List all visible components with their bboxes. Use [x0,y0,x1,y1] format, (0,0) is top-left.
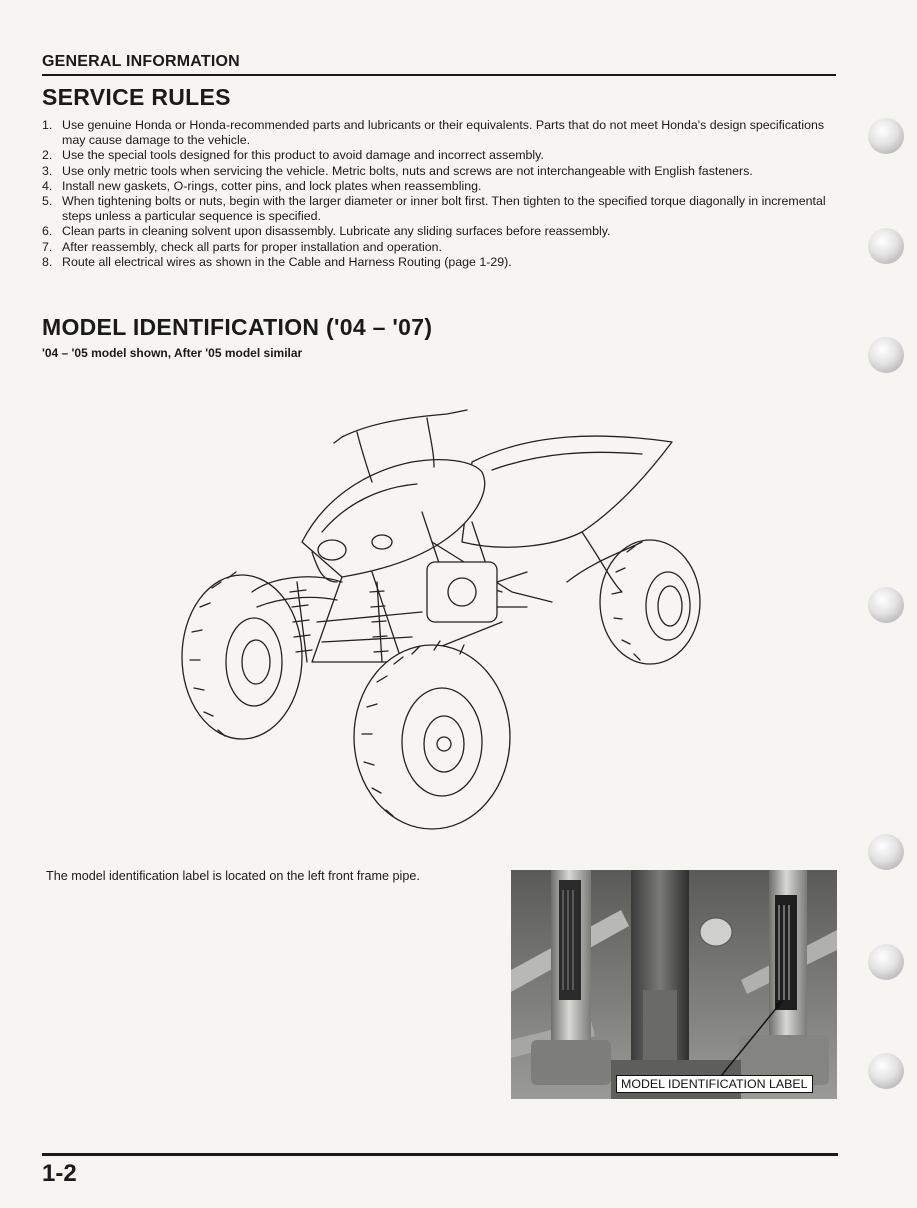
page-number: 1-2 [42,1160,77,1187]
list-item: 3. Use only metric tools when servicing the vehicle. Metric bolts, nuts and screws are not interchangeable with English fasteners. [42,163,753,178]
list-item: 4. Install new gaskets, O-rings, cotter pins, and lock plates when reassembling. [42,178,482,193]
service-rules-list [42,118,838,270]
binder-hole-icon [868,118,904,154]
binder-hole-icon [868,834,904,870]
model-identification-title: MODEL IDENTIFICATION ('04 – '07) [42,314,433,340]
footer-divider [42,1153,838,1156]
binder-hole-icon [868,337,904,373]
list-item: 8. Route all electrical wires as shown in the Cable and Harness Routing (page 1-29). [42,254,512,269]
atv-illustration [172,392,702,832]
illustration-subcaption: '04 – '05 model shown, After '05 model similar [42,346,303,360]
label-location-caption: The model identification label is located on the left front frame pipe. [46,869,420,883]
header-divider [42,74,836,76]
service-rules-title: SERVICE RULES [42,84,231,110]
list-item: 1. Use genuine Honda or Honda-recommended parts and lubricants or their equivalents. Parts that do not meet Honda's design specifications may cause damage to the vehicle. [42,118,825,148]
list-item: 5. When tightening bolts or nuts, begin with the larger diameter or inner bolt first. Then tighten to the specified torque diagonally in incremental steps unless a particular sequence is specified. [42,194,826,224]
model-label-photo [511,870,837,1099]
binder-hole-icon [868,587,904,623]
binder-hole-icon [868,228,904,264]
binder-hole-icon [868,944,904,980]
frame-photo-image [511,870,837,1099]
list-item: 7. After reassembly, check all parts for proper installation and operation. [42,239,442,254]
list-item: 2. Use the special tools designed for this product to avoid damage and incorrect assembly. [42,148,544,163]
model-identification-label-callout: MODEL IDENTIFICATION LABEL [616,1075,813,1093]
binder-hole-icon [868,1053,904,1089]
section-header: GENERAL INFORMATION [42,53,240,70]
list-item: 6. Clean parts in cleaning solvent upon disassembly. Lubricate any sliding surfaces before reassembly. [42,224,611,239]
